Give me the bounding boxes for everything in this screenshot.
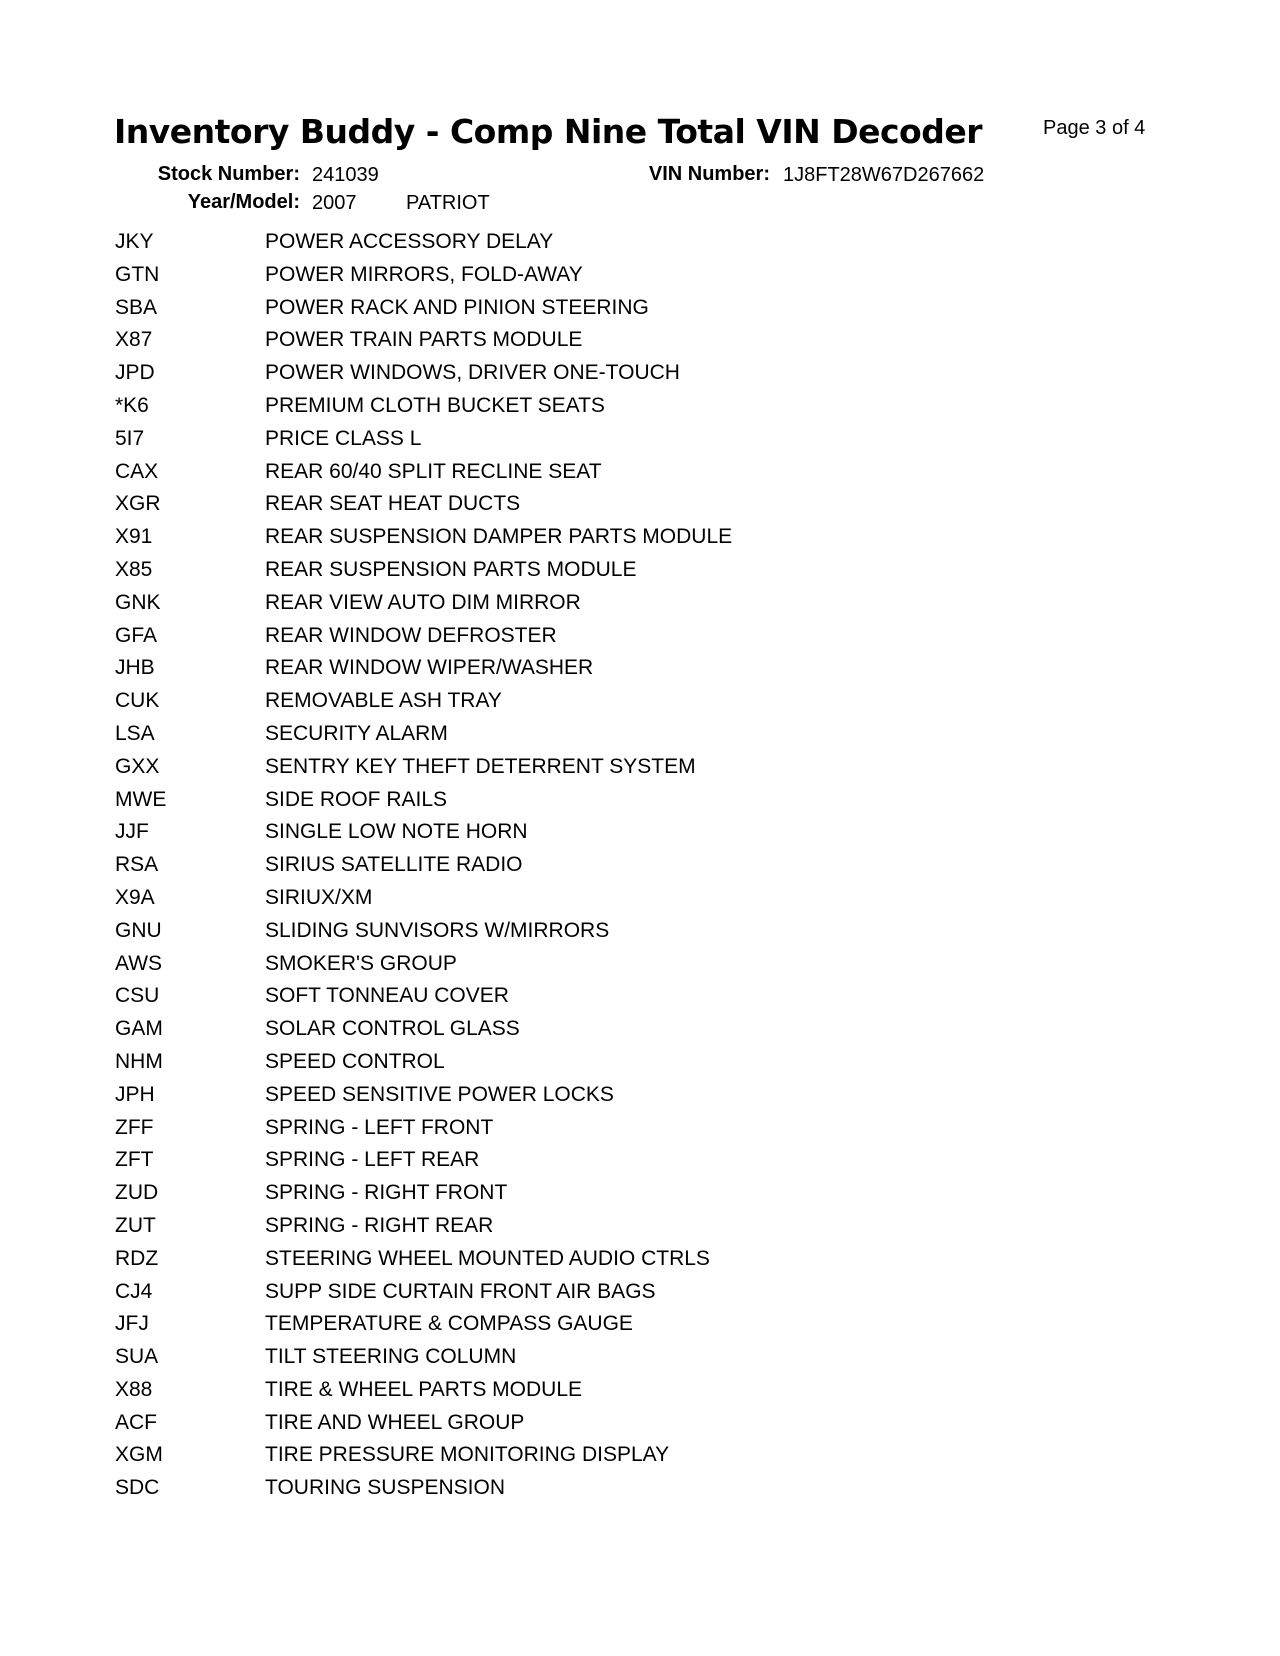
option-description: POWER TRAIN PARTS MODULE	[265, 328, 583, 352]
option-row	[0, 392, 1280, 425]
option-row	[0, 523, 1280, 556]
option-description: SUPP SIDE CURTAIN FRONT AIR BAGS	[265, 1279, 656, 1303]
option-row	[0, 294, 1280, 327]
option-code: ZUT	[115, 1213, 156, 1237]
option-code: RSA	[115, 853, 159, 877]
option-row	[0, 818, 1280, 851]
option-row	[0, 458, 1280, 491]
option-code: JPD	[115, 361, 155, 385]
stock-number-value: 241039	[312, 164, 379, 186]
stock-number-label: Stock Number:	[157, 163, 300, 185]
option-code: GAM	[115, 1017, 163, 1041]
option-description: POWER RACK AND PINION STEERING	[265, 295, 649, 319]
option-description: REAR SUSPENSION DAMPER PARTS MODULE	[265, 525, 733, 549]
option-row	[0, 1146, 1280, 1179]
option-row	[0, 654, 1280, 687]
option-code: SBA	[115, 295, 158, 319]
option-row	[0, 1245, 1280, 1278]
option-description: STEERING WHEEL MOUNTED AUDIO CTRLS	[265, 1246, 710, 1270]
option-description: SIRIUX/XM	[265, 885, 373, 909]
option-code: CJ4	[115, 1279, 153, 1303]
year-value: 2007	[312, 192, 357, 214]
page-indicator: Page 3 of 4	[1043, 117, 1146, 139]
vin-number-label: VIN Number:	[648, 163, 770, 185]
option-row	[0, 622, 1280, 655]
option-code: X85	[115, 557, 153, 581]
option-description: REAR 60/40 SPLIT RECLINE SEAT	[265, 459, 602, 483]
option-code: GXX	[115, 754, 160, 778]
option-code: JFJ	[115, 1312, 149, 1336]
option-description: SIDE ROOF RAILS	[265, 787, 448, 811]
option-code: ZFT	[115, 1148, 154, 1172]
option-description: REMOVABLE ASH TRAY	[265, 689, 502, 713]
option-row	[0, 326, 1280, 359]
year-model-label: Year/Model:	[187, 191, 300, 213]
option-code: JHB	[115, 656, 155, 680]
option-row	[0, 425, 1280, 458]
option-row	[0, 1212, 1280, 1245]
option-code: 5I7	[115, 426, 145, 450]
option-description: TEMPERATURE & COMPASS GAUGE	[265, 1312, 633, 1336]
option-row	[0, 786, 1280, 819]
option-description: TOURING SUSPENSION	[265, 1476, 505, 1500]
option-description: PREMIUM CLOTH BUCKET SEATS	[265, 393, 605, 417]
option-code: SDC	[115, 1476, 160, 1500]
option-code: AWS	[115, 951, 163, 975]
option-code: XGM	[115, 1443, 163, 1467]
option-row	[0, 1015, 1280, 1048]
option-description: TIRE & WHEEL PARTS MODULE	[265, 1377, 582, 1401]
option-description: TIRE PRESSURE MONITORING DISPLAY	[265, 1443, 670, 1467]
option-description: REAR SEAT HEAT DUCTS	[265, 492, 521, 516]
option-description: SECURITY ALARM	[265, 721, 448, 745]
document-title: Inventory Buddy - Comp Nine Total VIN Decoder	[114, 112, 982, 151]
option-row	[0, 1409, 1280, 1442]
option-row	[0, 884, 1280, 917]
option-description: SPEED CONTROL	[265, 1049, 445, 1073]
option-row	[0, 982, 1280, 1015]
vin-number-value: 1J8FT28W67D267662	[783, 164, 985, 186]
option-code: CUK	[115, 689, 160, 713]
option-description: SPRING - RIGHT REAR	[265, 1213, 494, 1237]
option-row	[0, 917, 1280, 950]
model-value: PATRIOT	[406, 192, 490, 214]
option-description: REAR WINDOW DEFROSTER	[265, 623, 557, 647]
option-code: NHM	[115, 1049, 163, 1073]
option-code: CAX	[115, 459, 159, 483]
option-code: XGR	[115, 492, 161, 516]
option-code: CSU	[115, 984, 160, 1008]
option-description: SPRING - RIGHT FRONT	[265, 1181, 508, 1205]
option-description: POWER MIRRORS, FOLD-AWAY	[265, 262, 583, 286]
option-row	[0, 1376, 1280, 1409]
option-description: PRICE CLASS L	[265, 426, 422, 450]
option-code: GFA	[115, 623, 158, 647]
option-row	[0, 1343, 1280, 1376]
option-description: SPRING - LEFT FRONT	[265, 1115, 494, 1139]
option-code: JKY	[115, 230, 154, 253]
option-row	[0, 1278, 1280, 1311]
option-row	[0, 753, 1280, 786]
option-row	[0, 490, 1280, 523]
option-description: REAR SUSPENSION PARTS MODULE	[265, 557, 637, 581]
option-code: JPH	[115, 1082, 155, 1106]
option-code: ACF	[115, 1410, 157, 1434]
option-row	[0, 950, 1280, 983]
option-row	[0, 1179, 1280, 1212]
option-description: POWER WINDOWS, DRIVER ONE-TOUCH	[265, 361, 680, 385]
option-row	[0, 687, 1280, 720]
options-list	[0, 228, 1280, 1507]
option-code: X91	[115, 525, 153, 549]
option-description: SPEED SENSITIVE POWER LOCKS	[265, 1082, 614, 1106]
option-code: JJF	[115, 820, 149, 844]
option-row	[0, 1310, 1280, 1343]
option-description: REAR VIEW AUTO DIM MIRROR	[265, 590, 581, 614]
option-description: SMOKER'S GROUP	[265, 951, 457, 975]
option-row	[0, 1048, 1280, 1081]
option-row	[0, 1474, 1280, 1507]
option-code: SUA	[115, 1345, 159, 1369]
option-description: SOLAR CONTROL GLASS	[265, 1017, 520, 1041]
option-code: MWE	[115, 787, 167, 811]
option-description: POWER ACCESSORY DELAY	[265, 230, 554, 253]
option-description: SIRIUS SATELLITE RADIO	[265, 853, 523, 877]
option-row	[0, 1081, 1280, 1114]
option-description: TIRE AND WHEEL GROUP	[265, 1410, 525, 1434]
option-description: TILT STEERING COLUMN	[265, 1345, 517, 1369]
option-code: *K6	[115, 393, 149, 417]
option-row	[0, 261, 1280, 294]
option-row	[0, 359, 1280, 392]
option-row	[0, 1441, 1280, 1474]
option-code: ZFF	[115, 1115, 154, 1139]
option-code: X9A	[115, 885, 155, 909]
option-description: SINGLE LOW NOTE HORN	[265, 820, 528, 844]
option-code: X87	[115, 328, 153, 352]
option-code: RDZ	[115, 1246, 159, 1270]
option-description: SENTRY KEY THEFT DETERRENT SYSTEM	[265, 754, 696, 778]
option-description: SLIDING SUNVISORS W/MIRRORS	[265, 918, 610, 942]
option-code: ZUD	[115, 1181, 159, 1205]
option-row	[0, 228, 1280, 261]
option-row	[0, 851, 1280, 884]
option-row	[0, 1114, 1280, 1147]
option-description: SPRING - LEFT REAR	[265, 1148, 480, 1172]
option-description: REAR WINDOW WIPER/WASHER	[265, 656, 594, 680]
option-code: GNK	[115, 590, 161, 614]
option-code: X88	[115, 1377, 153, 1401]
option-code: LSA	[115, 721, 155, 745]
option-code: GTN	[115, 262, 160, 286]
option-row	[0, 589, 1280, 622]
option-description: SOFT TONNEAU COVER	[265, 984, 509, 1008]
option-row	[0, 720, 1280, 753]
option-row	[0, 556, 1280, 589]
option-code: GNU	[115, 918, 162, 942]
